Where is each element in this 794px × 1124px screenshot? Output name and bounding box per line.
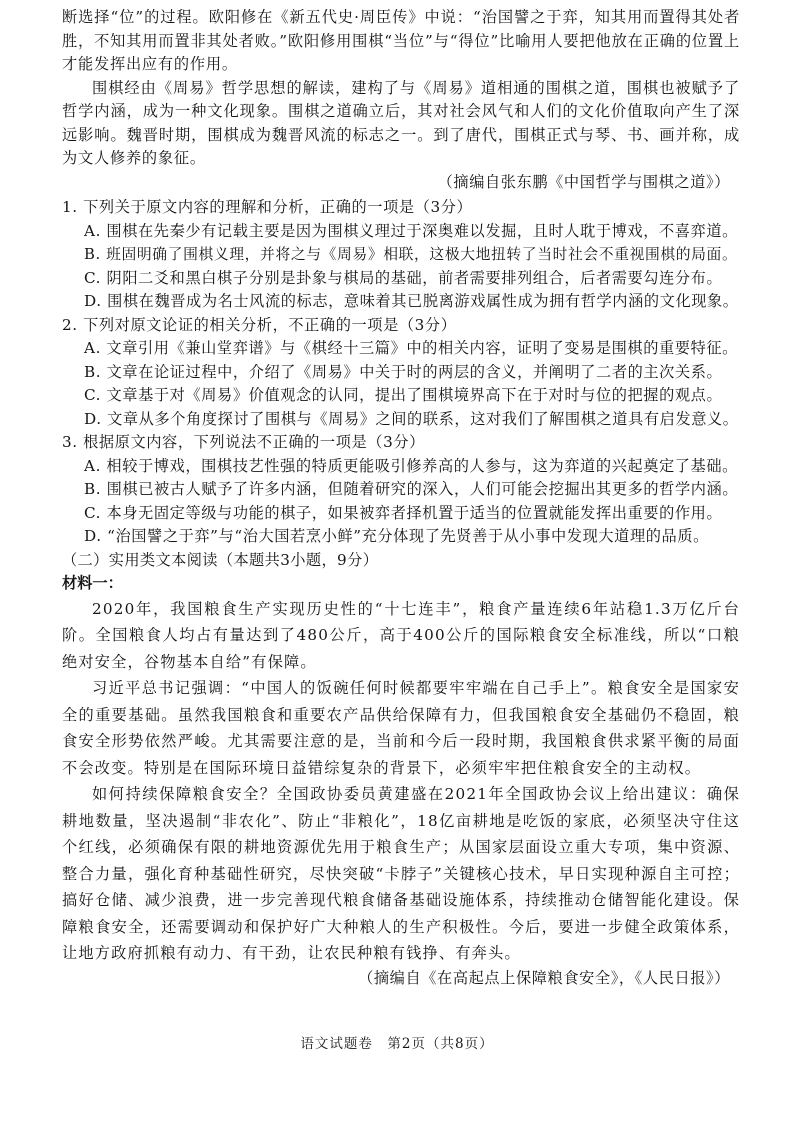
option-a: A. 相较于博戏，围棋技艺性强的特质更能吸引修养高的人参与，这为弈道的兴起奠定了基础。 [84,456,738,475]
option-c: C. 本身无固定等级与功能的棋子，如果被弈者择机置于适当的位置就能发挥出重要的作用。 [84,503,723,522]
exam-page [62,6,740,990]
material-paragraph-1: 2020年，我国粮食生产实现历史性的“十七连丰”，粮食产量连续6年站稳1.3万亿斤台阶。全国粮食人均占有量达到了480公斤，高于400公斤的国际粮食安全标准线，所以“口粮绝对安全，谷物基本自给”有保障。 [62,599,740,671]
passage-paragraph-1: 断选择“位”的过程。欧阳修在《新五代史·周臣传》中说：“治国譬之于弈，知其用而置得其处者胜，不知其用而置非其处者败。”欧阳修用围棋“当位”与“得位”比喻用人要把他放在正确的位置上才能发挥出应有的作用。 [62,8,740,73]
option-d: D. 围棋在魏晋成为名士风流的标志，意味着其已脱离游戏属性成为拥有哲学内涵的文化现象。 [84,292,739,310]
material-one [62,572,740,990]
option-b: B. 围棋已被古人赋予了许多内涵，但随着研究的深入，人们可能会挖掘出其更多的哲学内涵。 [84,480,739,498]
option-d: D. 文章从多个角度探讨了围棋与《周易》之间的联系，这对我们了解围棋之道具有启发意义。 [84,409,739,428]
section-title: （二）实用类文本阅读（本题共3小题，9分） [62,550,379,569]
material-label: 材料一： [62,574,123,592]
option-c: C. 阴阳二爻和黑白棋子分别是卦象与棋局的基础，前者需要排列组合，后者需要勾连分布。 [84,268,723,287]
page-footer: 语文试题卷 第2页（共8页） [300,1036,494,1052]
option-a: A. 文章引用《兼山堂弈谱》与《棋经十三篇》中的相关内容，证明了变易是围棋的重要特征。 [84,339,738,357]
material-paragraph-2: 习近平总书记强调：“中国人的饭碗任何时候都要牢牢端在自己手上”。粮食安全是国家安全的重要基础。虽然我国粮食和重要农产品供给保障有力，但我国粮食安全基础仍不稳固，粮食安全形势依然严峻。尤其需要注意的是，当前和今后一段时期，我国粮食供求紧平衡的局面不会改变。特别是在国际环境日益错综复杂的背景下，必须牢牢把住粮食安全的主动权。 [62,679,740,777]
option-a: A. 围棋在先秦少有记载主要是因为围棋义理过于深奥难以发掘，且时人耽于博戏，不喜弈道。 [84,221,738,240]
question-stem: 3. 根据原文内容，下列说法不正确的一项是（3分） [62,433,425,451]
passage-source: （摘编自张东鹏《中国哲学与围棋之道》） [437,172,730,191]
question-2 [62,314,740,432]
material-source: （摘编自《在高起点上保障粮食安全》，《人民日报》） [358,968,730,987]
question-1 [62,196,740,314]
passage-paragraph-2: 围棋经由《周易》哲学思想的解读，建构了与《周易》道相通的围棋之道，围棋也被赋予了哲学内涵，成为一种文化现象。围棋之道确立后，其对社会风气和人们的文化价值取向产生了深远影响。魏晋时期，围棋成为魏晋风流的标志之一。到了唐代，围棋正式与琴、书、画并称，成为文人修养的象征。 [62,78,740,167]
option-b: B. 文章在论证过程中，介绍了《周易》中关于时的两层的含义，并阐明了二者的主次关系。 [84,362,723,381]
question-stem: 1. 下列关于原文内容的理解和分析，正确的一项是（3分） [62,198,473,216]
option-c: C. 文章基于对《周易》价值观念的认同，提出了围棋境界高下在于对时与位的把握的观点。 [84,386,723,404]
material-paragraph-3: 如何持续保障粮食安全？全国政协委员黄建盛在2021年全国政协会议上给出建议：确保耕地数量，坚决遏制“非农化”、防止“非粮化”，18亿亩耕地是吃饭的家底，必须坚决守住这个红线，必须确保有限的耕地资源优先用于粮食生产；从国家层面设立重大专项，集中资源、整合力量，强化育种基础性研究，尽快突破“卡脖子”关键核心技术，早日实现种源自主可控；搞好仓储、减少浪费，进一步完善现代粮食储备基础设施体系，持续推动仓储智能化建设。保障粮食安全，还需要调动和保护好广大种粮人的生产积极性。今后，要进一步健全政策体系，让地方政府抓粮有动力、有干劲，让农民种粮有钱挣、有奔头。 [62,785,740,962]
question-stem: 2. 下列对原文论证的相关分析，不正确的一项是（3分） [62,315,457,334]
question-3 [62,431,740,549]
option-d: D. “治国譬之于弈”与“治大国若烹小鲜”充分体现了先贤善于从小事中发现大道理的品质。 [84,527,709,545]
passage-continued [62,6,740,194]
option-b: B. 班固明确了围棋义理，并将之与《周易》相联，这极大地扭转了当时社会不重视围棋的局面。 [84,246,738,263]
